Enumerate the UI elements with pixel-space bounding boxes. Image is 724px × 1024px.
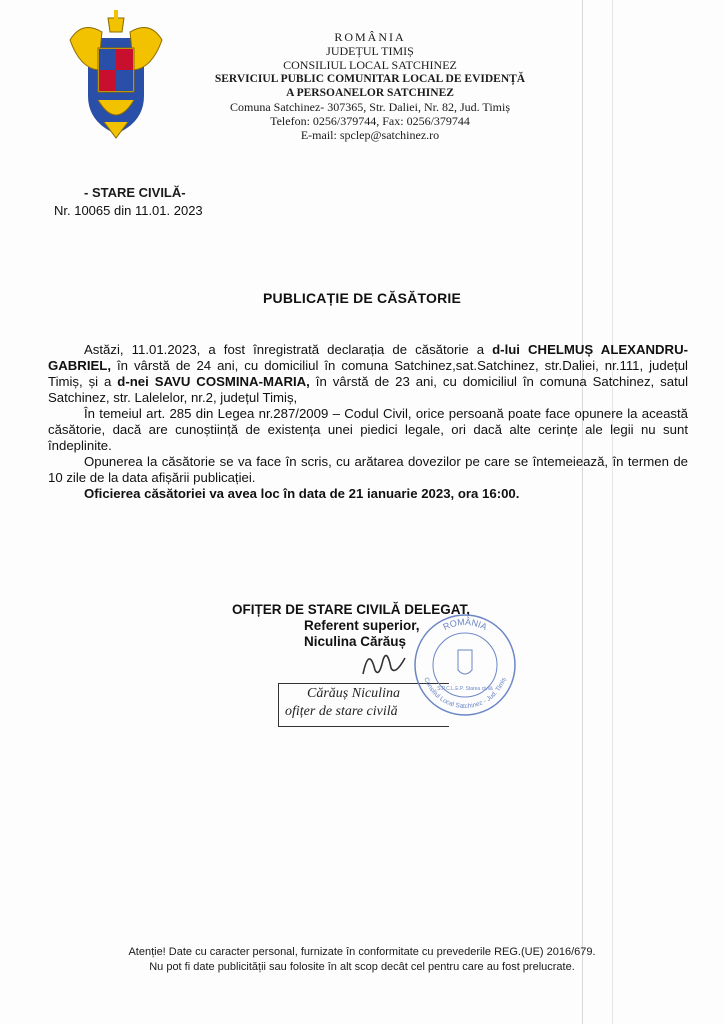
coat-of-arms-icon bbox=[68, 10, 164, 140]
address: Comuna Satchinez- 307365, Str. Daliei, Nr. 82, Jud. Timiș bbox=[229, 100, 510, 114]
privacy-footer bbox=[0, 945, 724, 975]
bride-name: d-nei SAVU COSMINA-MARIA, bbox=[117, 374, 310, 389]
department-label: - STARE CIVILĂ- bbox=[84, 185, 186, 200]
paragraph-opposition: Opunerea la căsătorie se va face în scris, cu arătarea dovezilor pe care se întemeiează, în termen de 10 zile de la data afișării publicației. bbox=[48, 454, 688, 485]
registration-number: Nr. 10065 din 11.01. 2023 bbox=[54, 203, 203, 218]
email: E-mail: spclep@satchinez.ro bbox=[300, 128, 440, 142]
seal-inner-text: S.P.C.L.E.P. Starea civilă bbox=[437, 686, 493, 692]
service-name-line2: A PERSOANELOR SATCHINEZ bbox=[286, 87, 454, 99]
service-name-line1: SERVICIUL PUBLIC COMUNITAR LOCAL DE EVIDENȚĂ bbox=[214, 73, 526, 85]
groom-details: în vârstă de 24 ani, cu domiciliul în comuna Satchinez,sat.Satchinez, str.Daliei, nr.111, județul Timiș, și a bbox=[48, 358, 688, 389]
scan-fold-line bbox=[582, 0, 583, 1024]
country-name: ROMÂNIA bbox=[334, 30, 406, 44]
handwritten-signature-icon bbox=[355, 640, 415, 680]
institution-header bbox=[210, 30, 530, 142]
scan-fold-line bbox=[612, 0, 613, 1024]
stamp-role: ofițer de stare civilă bbox=[285, 704, 398, 719]
groom-name: d-lui CHELMUȘ ALEXANDRU-GABRIEL, bbox=[48, 342, 688, 373]
official-seal-icon bbox=[410, 610, 520, 720]
footer-line2: Nu pot fi date publicității sau folosite în alt scop decât cel pentru care au fost prelucrate. bbox=[149, 961, 575, 973]
county-name: JUDEȚUL TIMIȘ bbox=[326, 44, 414, 58]
document-title: PUBLICAȚIE DE CĂSĂTORIE bbox=[262, 290, 462, 306]
phone-fax: Telefon: 0256/379744, Fax: 0256/379744 bbox=[270, 114, 470, 128]
stamp-name: Cărăuș Niculina bbox=[307, 686, 400, 701]
bride-details: în vârstă de 23 ani, cu domiciliul în comuna Satchinez, satul Satchinez, str. Lalelelor, nr.2, județul Timiș, bbox=[48, 374, 688, 405]
paragraph-ceremony-date bbox=[48, 486, 688, 502]
seal-top-text: ROMÂNIA bbox=[441, 616, 489, 633]
declaration-intro: Astăzi, 11.01.2023, a fost înregistrată declarația de căsătorie a bbox=[84, 342, 493, 357]
svg-text:ROMÂNIA bbox=[441, 617, 488, 632]
footer-line1: Atenție! Date cu caracter personal, furnizate în conformitate cu prevederile REG.(UE) 2016/679. bbox=[128, 946, 596, 958]
paragraph-declaration bbox=[48, 342, 688, 406]
council-name: CONSILIUL LOCAL SATCHINEZ bbox=[283, 58, 457, 72]
document-body bbox=[48, 342, 688, 502]
paragraph-legal-basis: În temeiul art. 285 din Legea nr.287/2009 – Codul Civil, orice persoană poate face opunere la această căsătorie, dacă are cunoștiință de existența unei piedici legale, ori dacă alte cerințe ale legii nu sunt îndeplinite. bbox=[48, 406, 688, 453]
officer-role: OFIȚER DE STARE CIVILĂ DELEGAT, bbox=[232, 602, 471, 617]
officer-name: Niculina Cărăuș bbox=[304, 634, 407, 649]
seal-bottom-text: Consiliul Local Satchinez - Jud. Timiș bbox=[422, 676, 508, 711]
officer-position: Referent superior, bbox=[304, 618, 420, 633]
ceremony-date: Oficierea căsătoriei va avea loc în data de 21 ianuarie 2023, ora 16:00. bbox=[84, 486, 520, 501]
